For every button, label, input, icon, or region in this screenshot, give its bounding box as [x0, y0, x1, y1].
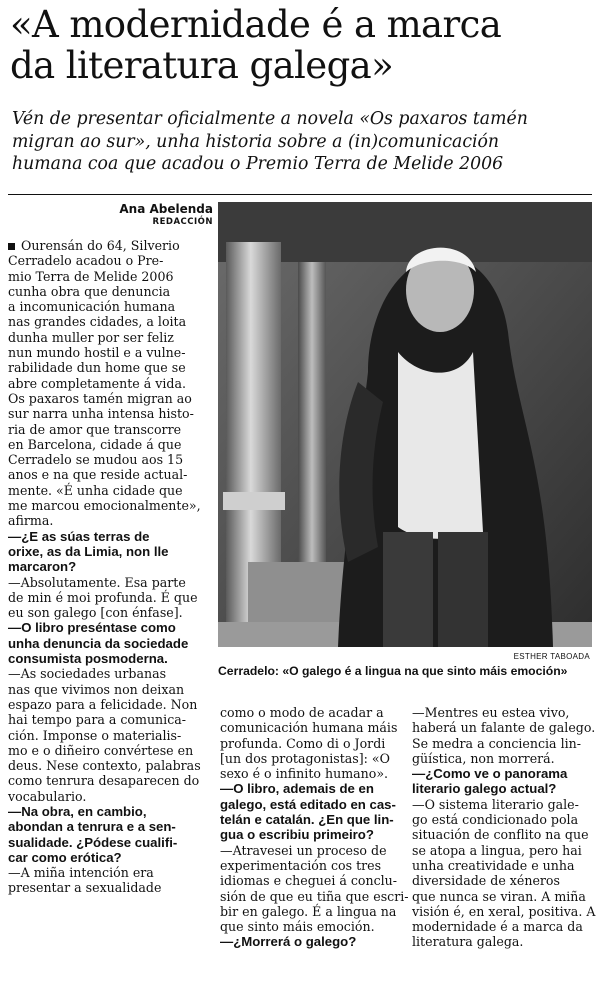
- article-line: dunha muller por ser feliz: [8, 329, 174, 345]
- article-line: go está condicionado pola: [412, 812, 579, 828]
- paragraph-marker-icon: [8, 243, 15, 250]
- article-line: —Na obra, en cambio,: [8, 803, 147, 819]
- subheadline-line: Vén de presentar oficialmente a novela «Os paxaros tamén: [12, 109, 528, 129]
- article-line: nas que vivimos non deixan: [8, 681, 185, 697]
- article-line: hai tempo para a comunica-: [8, 712, 187, 728]
- article-line: eu son galego [con énfase].: [8, 605, 183, 621]
- article-column-middle: [220, 705, 409, 950]
- article-line: Ourensán do 64, Silverio: [8, 238, 213, 253]
- article-line: cunha obra que denuncia: [8, 283, 171, 299]
- article-line: que sinto máis emoción.: [220, 919, 375, 935]
- subheadline: [12, 108, 597, 176]
- article-line: Cerradelo acadou o Pre-: [8, 253, 164, 269]
- article-column-left: [8, 238, 213, 896]
- article-line: —¿Morrerá o galego?: [220, 934, 357, 950]
- article-line: espazo para a felicidade. Non: [8, 696, 198, 712]
- article-line: —Atravesei un proceso de: [220, 842, 387, 858]
- article-line: nas grandes cidades, a loita: [8, 314, 187, 330]
- article-line: experimentación cos tres: [220, 857, 382, 873]
- article-line: presentar a sexualidade: [8, 880, 162, 896]
- article-line: literario galego actual?: [412, 781, 557, 797]
- article-line: en Barcelona, cidade á que: [8, 436, 182, 452]
- article-line: galego, está editado en cas-: [220, 796, 396, 812]
- article-line: güística, non morrerá.: [412, 750, 555, 766]
- headline: [10, 4, 595, 86]
- article-line: marcaron?: [8, 559, 77, 575]
- article-line: [un dos protagonistas]: «O: [220, 750, 390, 766]
- article-line: como o modo de acadar a: [220, 705, 384, 720]
- article-line: mente. «É unha cidade que: [8, 482, 183, 498]
- article-line: sión de que eu tiña que escri-: [220, 888, 409, 904]
- headline-line: «A modernidade é a marca: [10, 3, 502, 46]
- article-line: —¿Como ve o panorama: [412, 766, 568, 782]
- article-line: Os paxaros tamén migran ao: [8, 390, 192, 406]
- article-line: visión é, en xeral, positiva. A: [412, 903, 596, 919]
- article-line: se atopa a lingua, pero hai: [412, 842, 582, 858]
- article-line: idiomas e cheguei á conclu-: [220, 873, 398, 889]
- author-photo: [218, 202, 592, 647]
- subheadline-line: humana coa que acadou o Premio Terra de Melide 2006: [12, 154, 504, 174]
- article-line: profunda. Como di o Jordi: [220, 735, 386, 751]
- subheadline-line: migran ao sur», unha historia sobre a (in)comunicación: [12, 131, 500, 152]
- article-line: me marcou emocionalmente»,: [8, 498, 201, 514]
- article-line: que nunca se viran. A miña: [412, 888, 586, 904]
- article-line: unha creatividade e unha: [412, 857, 575, 873]
- article-line: ción. Imponse o materialis-: [8, 727, 182, 743]
- article-line: —Mentres eu estea vivo,: [412, 705, 570, 720]
- headline-line: da literatura galega»: [10, 44, 394, 87]
- article-line: —O sistema literario gale-: [412, 796, 579, 812]
- photo-credit: ESTHER TABOADA: [513, 652, 590, 661]
- article-line: abondan a tenrura e a sen-: [8, 819, 176, 835]
- article-line: telán e catalán. ¿En que lin-: [220, 812, 394, 828]
- article-line: mo e o diñeiro convértese en: [8, 742, 194, 758]
- article-line: diversidade de xéneros: [412, 873, 560, 889]
- article-line: sualidade. ¿Pódese cualifi-: [8, 834, 178, 850]
- article-line: car como erótica?: [8, 849, 122, 865]
- article-line: nun mundo hostil e a vulne-: [8, 345, 186, 361]
- article-line: —¿E as súas terras de: [8, 528, 150, 544]
- article-line: Cerradelo se mudou aos 15: [8, 452, 184, 468]
- byline: [8, 202, 213, 227]
- article-line: como tenrura desaparecen do: [8, 773, 200, 789]
- article-line: modernidade é a marca da: [412, 919, 583, 935]
- article-line: deus. Nese contexto, palabras: [8, 758, 201, 774]
- article-line: —Absolutamente. Esa parte: [8, 574, 186, 590]
- article-line: bir en galego. É a lingua na: [220, 903, 397, 919]
- article-line: orixe, as da Limia, non lle: [8, 543, 169, 559]
- article-line: gua o escribiu primeiro?: [220, 827, 374, 843]
- article-line: rabilidade dun home que se: [8, 360, 186, 376]
- article-line: situación de conflito na que: [412, 827, 589, 843]
- article-line: unha denuncia da sociedade: [8, 635, 189, 651]
- article-line: —O libro preséntase como: [8, 620, 176, 636]
- article-line: —O libro, ademais de en: [220, 781, 374, 797]
- article-line: afirma.: [8, 513, 54, 529]
- article-line: —As sociedades urbanas: [8, 666, 167, 682]
- article-line: abre completamente á vida.: [8, 375, 186, 391]
- article-line: comunicación humana máis: [220, 720, 398, 736]
- article-line: Se medra a conciencia lin-: [412, 735, 581, 751]
- section-label: REDACCIÓN: [152, 217, 213, 227]
- article-line: de min é moi profunda. É que: [8, 589, 198, 605]
- photo-caption: Cerradelo: «O galego é a lingua na que sinto máis emoción»: [218, 664, 568, 678]
- article-column-right: [412, 705, 594, 950]
- article-line: literatura galega.: [412, 934, 524, 950]
- article-line: —A miña intención era: [8, 865, 154, 881]
- article-line: anos e na que reside actual-: [8, 467, 188, 483]
- article-line: ria de amor que transcorre: [8, 421, 182, 437]
- article-line: consumista posmoderna.: [8, 651, 168, 667]
- article-line: sur narra unha intensa histo-: [8, 406, 194, 422]
- article-line: haberá un falante de galego.: [412, 720, 596, 736]
- article-line: mio Terra de Melide 2006: [8, 268, 174, 284]
- author-name: Ana Abelenda: [119, 202, 213, 216]
- article-line: sexo é o infinito humano».: [220, 766, 389, 782]
- article-line: a incomunicación humana: [8, 299, 176, 315]
- article-line: vocabulario.: [8, 788, 87, 804]
- top-divider: [8, 194, 592, 195]
